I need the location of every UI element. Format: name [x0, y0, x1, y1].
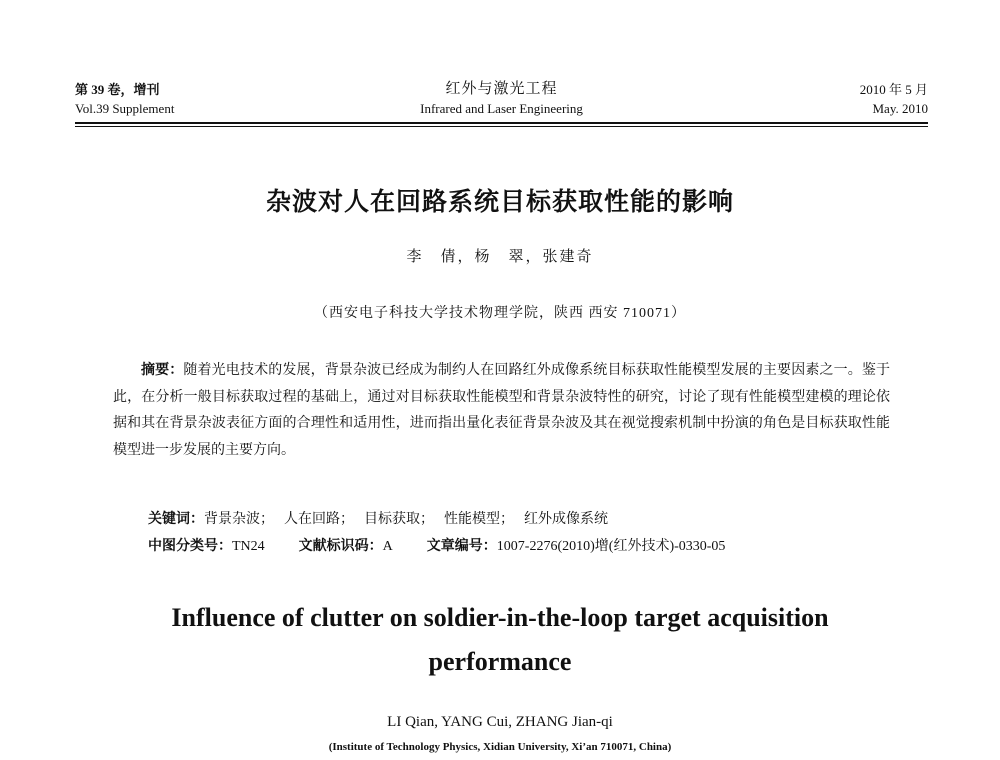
paper-title-en-line2: performance	[428, 647, 572, 676]
paper-title-cn: 杂波对人在回路系统目标获取性能的影响	[265, 187, 734, 216]
running-header	[75, 80, 928, 120]
header-journal	[75, 80, 928, 118]
doc-code-value: A	[382, 539, 393, 554]
header-date-cn: 2010 年 5 月	[859, 82, 928, 97]
abstract-cn	[113, 357, 890, 464]
keywords-line	[148, 508, 908, 531]
abstract-paragraph	[113, 357, 890, 464]
keyword-item: 性能模型；	[444, 512, 514, 527]
article-number-label: 文章编号：	[426, 538, 497, 554]
header-journal-en: Infrared and Laser Engineering	[420, 101, 583, 116]
affiliation-en: (Institute of Technology Physics, Xidian University, Xi’an 710071, China)	[328, 741, 672, 753]
keyword-item: 背景杂波；	[204, 512, 274, 527]
header-rule-thick	[75, 122, 928, 124]
keyword-item: 人在回路；	[284, 512, 354, 527]
keyword-item: 目标获取；	[364, 512, 434, 527]
header-volume-cn: 第 39 卷，增刊	[75, 82, 160, 97]
classification-line	[148, 535, 908, 558]
doc-code-label: 文献标识码：	[298, 538, 383, 554]
affiliation-cn: （西安电子科技大学技术物理学院，陕西 西安 710071）	[314, 306, 686, 321]
clc-label: 中图分类号：	[148, 538, 232, 554]
authors-cn: 李 倩，杨 翠，张建奇	[406, 249, 594, 265]
keyword-item: 红外成像系统	[524, 512, 608, 527]
paper-title-en	[0, 596, 1000, 684]
keywords-label: 关键词：	[148, 511, 204, 527]
paper-title-en-line1: Influence of clutter on soldier-in-the-loop target acquisition	[171, 603, 829, 632]
abstract-text: 随着光电技术的发展，背景杂波已经成为制约人在回路红外成像系统目标获取性能模型发展的主要因素之一。鉴于此，在分析一般目标获取过程的基础上，通过对目标获取性能模型和背景杂波特性的研究，讨论了现有性能模型建模的理论依据和其在背景杂波表征方面的合理性和适用性，进而指出量化表征背景杂波及其在视觉搜索机制中扮演的角色是目标获取性能模型进一步发展的主要方向。	[113, 363, 890, 458]
clc-value: TN24	[232, 539, 265, 554]
header-journal-cn: 红外与激光工程	[445, 81, 558, 97]
article-number-value: 1007-2276(2010)增(红外技术)-0330-05	[496, 539, 726, 554]
header-date	[860, 80, 928, 118]
abstract-label: 摘要：	[141, 362, 184, 378]
header-date-en: May. 2010	[872, 101, 928, 116]
header-volume-en: Vol.39 Supplement	[75, 101, 175, 116]
authors-en: LI Qian, YANG Cui, ZHANG Jian-qi	[387, 714, 613, 730]
header-rule-thin	[75, 126, 928, 127]
